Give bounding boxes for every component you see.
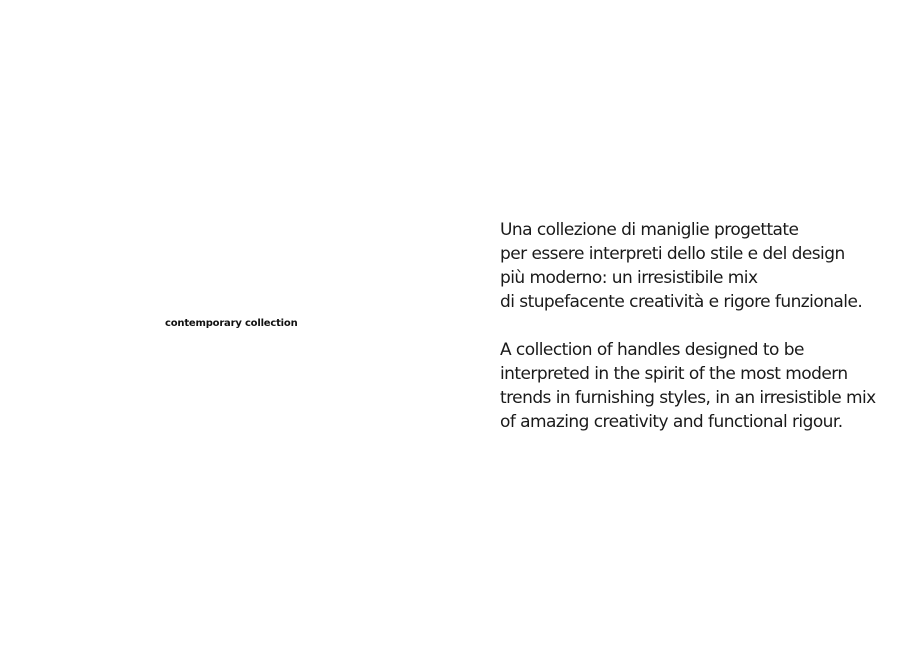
english-line: interpreted in the spirit of the most modern: [500, 364, 848, 384]
collection-label: contemporary collection: [165, 318, 298, 329]
right-page: [500, 218, 900, 434]
italian-line: di stupefacente creatività e rigore funzionale.: [500, 292, 863, 312]
italian-description: [500, 218, 900, 314]
english-line: A collection of handles designed to be: [500, 340, 804, 360]
italian-line: per essere interpreti dello stile e del design: [500, 244, 845, 264]
italian-line: Una collezione di maniglie progettate: [500, 220, 799, 240]
english-line: trends in furnishing styles, in an irresistible mix: [500, 388, 876, 408]
english-line: of amazing creativity and functional rigour.: [500, 412, 843, 432]
italian-line: più moderno: un irresistibile mix: [500, 268, 758, 288]
english-description: [500, 338, 900, 434]
